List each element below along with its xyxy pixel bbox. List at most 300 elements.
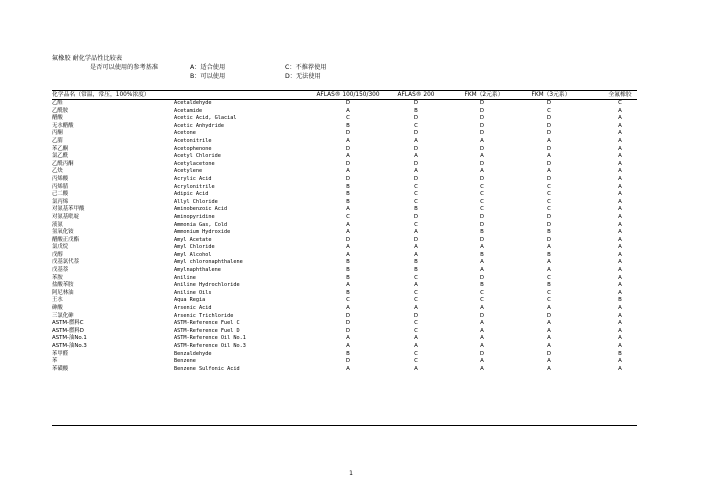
fkm-2-cell: A [480,327,484,334]
header-perfluoro: 全氟橡胶 [608,92,632,98]
fkm-2-cell: D [479,236,485,243]
chinese-name-cell: 无水醋酸 [52,122,74,129]
fkm-3-cell: D [546,221,552,228]
table-row [52,130,637,138]
legend-b: B：可以使用 [190,73,226,80]
english-name-cell: Acrylonitrile [174,183,215,190]
chinese-name-cell: 苯乙酮 [52,145,69,152]
aflas-200-cell: B [414,267,418,274]
english-name-cell: Amyl Chloride [174,244,215,251]
perfluoro-cell: A [618,267,622,274]
perfluoro-cell: A [618,206,622,213]
chinese-name-cell: 乙炔 [52,168,63,175]
aflas-100-cell: A [346,153,350,160]
chinese-name-cell: 乙酰胺 [52,107,69,114]
fkm-2-cell: C [480,297,484,304]
fkm-3-cell: B [547,229,551,236]
perfluoro-cell: A [618,312,622,319]
perfluoro-cell: A [618,305,622,312]
fkm-2-cell: A [480,244,484,251]
table-row [52,252,637,260]
fkm-3-cell: D [546,130,552,137]
perfluoro-cell: B [618,350,622,357]
perfluoro-cell: A [618,236,622,243]
aflas-100-cell: B [346,183,350,190]
fkm-2-cell: C [480,289,484,296]
table-header-row [52,91,637,100]
fkm-3-cell: C [547,289,551,296]
fkm-3-cell: C [547,274,551,281]
fkm-3-cell: A [547,343,551,349]
perfluoro-cell: A [618,191,622,198]
aflas-100-cell: A [346,305,350,312]
perfluoro-cell: A [618,358,622,365]
chinese-name-cell: 乙腈 [52,137,63,144]
fkm-3-cell: D [546,213,552,220]
english-name-cell: Acrylic Acid [174,175,212,182]
aflas-100-cell: A [346,229,350,236]
english-name-cell: Acetonitrile [174,137,212,144]
english-name-cell: ASTM-Reference Oil No.1 [174,335,246,342]
aflas-100-cell: D [345,100,351,106]
fkm-2-cell: A [480,335,484,342]
fkm-3-cell: D [546,145,552,152]
table-row [52,351,637,359]
english-name-cell: Acetamide [174,107,203,114]
table-row [52,138,637,146]
fkm-3-cell: C [547,183,551,190]
fkm-3-cell: A [547,320,551,327]
fkm-2-cell: A [480,137,484,144]
table-row [52,191,637,199]
legend-c: C：不推荐使用 [285,64,327,71]
fkm-3-cell: C [547,297,551,304]
perfluoro-cell: A [618,175,622,182]
aflas-100-cell: A [346,365,350,372]
table-row [52,275,637,283]
perfluoro-cell: A [618,122,622,129]
table-row [52,115,637,123]
english-name-cell: Aniline Oils [174,289,212,296]
fkm-2-cell: D [479,312,485,319]
perfluoro-cell: A [618,107,622,114]
english-name-cell: Arsenic Trichloride [174,312,234,319]
fkm-2-cell: C [480,206,484,213]
aflas-100-cell: A [346,107,350,114]
english-name-cell: Acetylacetone [174,160,215,167]
chinese-name-cell: 醋酸 [52,115,63,122]
aflas-200-cell: A [414,282,418,289]
chinese-name-cell: 乙醛 [52,100,63,106]
aflas-200-cell: D [413,130,419,137]
fkm-3-cell: A [547,244,551,251]
aflas-100-cell: C [346,213,350,220]
legend-a: A：适合使用 [190,64,226,71]
chinese-name-cell: 砷酸 [52,305,63,312]
aflas-200-cell: A [414,153,418,160]
chinese-name-cell: 对氨基苯甲酸 [52,206,85,213]
aflas-100-cell: B [346,267,350,274]
fkm-3-cell: B [547,251,551,258]
aflas-200-cell: D [413,175,419,182]
chinese-name-cell: 王水 [52,297,63,304]
table-row [52,313,637,321]
aflas-200-cell: B [414,259,418,266]
fkm-2-cell: A [480,343,484,349]
aflas-100-cell: C [346,115,350,122]
chinese-name-cell: 氢氧化铵 [52,229,74,236]
english-name-cell: Benzene Sulfonic Acid [174,365,240,372]
fkm-2-cell: D [479,274,485,281]
fkm-2-cell: D [479,350,485,357]
table-row [52,282,637,290]
aflas-200-cell: C [414,198,418,205]
english-name-cell: Aminopyridine [174,213,215,220]
aflas-100-cell: D [345,145,351,152]
table-row [52,214,637,222]
aflas-100-cell: B [346,274,350,281]
english-name-cell: ASTM-Reference Oil No.3 [174,343,246,349]
aflas-100-cell: D [345,236,351,243]
fkm-3-cell: D [546,122,552,129]
page-number: 1 [349,470,353,477]
english-name-cell: Amylnaphthalene [174,267,221,274]
chinese-name-cell: 丙烯酸 [52,175,69,182]
perfluoro-cell: A [618,183,622,190]
aflas-200-cell: C [414,320,418,327]
fkm-2-cell: A [480,267,484,274]
table-row [52,290,637,298]
table-row [52,108,637,116]
aflas-100-cell: D [345,175,351,182]
perfluoro-cell: A [618,259,622,266]
table-bottom-rule [52,425,637,426]
english-name-cell: Aniline Hydrochloride [174,282,240,289]
perfluoro-cell: A [618,198,622,205]
english-name-cell: Acetic Anhydride [174,122,224,129]
table-row [52,176,637,184]
reference-subtitle: 是否可以使用的参考基准 [90,64,159,71]
aflas-200-cell: D [413,115,419,122]
english-name-cell: Benzene [174,358,196,365]
fkm-3-cell: A [547,168,551,175]
chinese-name-cell: ASTM-燃料D [52,327,84,334]
english-name-cell: ASTM-Reference Fuel D [174,327,240,334]
table-row [52,206,637,214]
fkm-3-cell: A [547,358,551,365]
fkm-3-cell: D [546,236,552,243]
fkm-3-cell: D [546,175,552,182]
aflas-200-cell: A [414,168,418,175]
english-name-cell: Acetophenone [174,145,212,152]
aflas-100-cell: B [346,198,350,205]
table-row [52,305,637,313]
chinese-name-cell: 戊基萘 [52,267,69,274]
perfluoro-cell: A [618,213,622,220]
fkm-2-cell: C [480,183,484,190]
aflas-100-cell: D [345,327,351,334]
fkm-2-cell: A [480,320,484,327]
fkm-2-cell: B [480,282,484,289]
aflas-100-cell: D [345,160,351,167]
fkm-3-cell: C [547,191,551,198]
fkm-2-cell: D [479,175,485,182]
fkm-3-cell: D [546,350,552,357]
perfluoro-cell: B [618,297,622,304]
fkm-2-cell: D [479,115,485,122]
aflas-200-cell: C [414,350,418,357]
fkm-3-cell: A [547,267,551,274]
aflas-200-cell: C [414,122,418,129]
perfluoro-cell: A [618,282,622,289]
table-body [52,100,637,373]
table-row [52,259,637,267]
table-row [52,229,637,237]
aflas-200-cell: D [413,236,419,243]
aflas-200-cell: C [414,191,418,198]
fkm-2-cell: A [480,305,484,312]
fkm-2-cell: B [480,251,484,258]
chinese-name-cell: 苯甲醛 [52,350,69,357]
table-row [52,146,637,154]
fkm-2-cell: A [480,168,484,175]
perfluoro-cell: A [618,244,622,251]
perfluoro-cell: A [618,145,622,152]
fkm-3-cell: D [546,312,552,319]
english-name-cell: Benzaldehyde [174,350,212,357]
chinese-name-cell: 对氨基吡啶 [52,213,79,220]
aflas-200-cell: D [413,213,419,220]
fkm-3-cell: D [546,160,552,167]
fkm-2-cell: D [479,100,485,106]
fkm-2-cell: A [480,259,484,266]
english-name-cell: Amyl Acetate [174,236,212,243]
perfluoro-cell: A [618,221,622,228]
table-row [52,153,637,161]
english-name-cell: ASTM-Reference Fuel C [174,320,240,327]
aflas-100-cell: D [345,358,351,365]
aflas-200-cell: A [414,244,418,251]
fkm-3-cell: D [546,100,552,106]
perfluoro-cell: A [618,289,622,296]
chinese-name-cell: 三氯化砷 [52,312,74,319]
english-name-cell: Acetaldehyde [174,100,212,106]
chinese-name-cell: ASTM-燃料C [52,320,84,327]
fkm-3-cell: A [547,327,551,334]
table-row [52,123,637,131]
english-name-cell: Adipic Acid [174,191,209,198]
aflas-100-cell: D [345,320,351,327]
aflas-200-cell: A [414,365,418,372]
chinese-name-cell: 氯丙烯 [52,198,69,205]
aflas-200-cell: B [414,107,418,114]
fkm-3-cell: A [547,153,551,160]
table-row [52,199,637,207]
perfluoro-cell: A [618,274,622,281]
chinese-name-cell: 己二酸 [52,191,69,198]
aflas-100-cell: B [346,122,350,129]
aflas-200-cell: C [414,289,418,296]
table-row [52,222,637,230]
fkm-2-cell: A [480,365,484,372]
aflas-100-cell: A [346,137,350,144]
perfluoro-cell: C [618,100,622,106]
perfluoro-cell: A [618,365,622,372]
fkm-3-cell: D [546,115,552,122]
header-chemical-name: 化学品名（常温，常压，100%浓度） [52,92,150,98]
aflas-100-cell: B [346,350,350,357]
perfluoro-cell: A [618,320,622,327]
table-row [52,244,637,252]
chemical-resistance-table [52,91,637,373]
english-name-cell: Ammonium Hydroxide [174,229,231,236]
fkm-2-cell: D [479,122,485,129]
chinese-name-cell: 丙酮 [52,130,63,137]
fkm-3-cell: C [547,107,551,114]
english-name-cell: Amyl chloronaphthalene [174,259,243,266]
aflas-200-cell: A [414,229,418,236]
chinese-name-cell: 丙烯腈 [52,183,69,190]
table-row [52,328,637,336]
english-name-cell: Aminobenzoic Acid [174,206,228,213]
fkm-2-cell: D [479,145,485,152]
aflas-100-cell: B [346,259,350,266]
chinese-name-cell: 盐酸苯胺 [52,282,74,289]
chinese-name-cell: 苯胺 [52,274,63,281]
table-row [52,320,637,328]
perfluoro-cell: A [618,343,622,349]
table-row [52,267,637,275]
english-name-cell: Acetone [174,130,196,137]
fkm-2-cell: C [480,191,484,198]
aflas-100-cell: A [346,251,350,258]
perfluoro-cell: A [618,168,622,175]
fkm-2-cell: D [479,213,485,220]
perfluoro-cell: A [618,229,622,236]
table-row [52,184,637,192]
aflas-200-cell: A [414,305,418,312]
table-row [52,343,637,351]
fkm-2-cell: A [480,358,484,365]
perfluoro-cell: A [618,327,622,334]
chinese-name-cell: 液氨 [52,221,63,228]
chinese-name-cell: 醋酸正戊酯 [52,236,79,243]
aflas-100-cell: D [345,130,351,137]
chinese-name-cell: 阿尼林油 [52,289,74,296]
fkm-3-cell: A [547,259,551,266]
aflas-100-cell: A [346,244,350,251]
document-title: 氟橡胶 耐化学品性比较表 [52,55,123,62]
table-row [52,168,637,176]
perfluoro-cell: A [618,153,622,160]
aflas-100-cell: C [346,297,350,304]
chinese-name-cell: 苯 [52,358,58,365]
fkm-3-cell: A [547,365,551,372]
english-name-cell: Aqua Regia [174,297,206,304]
chinese-name-cell: ASTM-油No.1 [52,335,87,342]
aflas-200-cell: C [414,297,418,304]
aflas-200-cell: A [414,343,418,349]
header-aflas-200: AFLAS® 200 [397,92,435,98]
aflas-200-cell: D [413,160,419,167]
chinese-name-cell: 戊醇 [52,251,63,258]
fkm-3-cell: B [547,282,551,289]
fkm-2-cell: C [480,198,484,205]
chinese-name-cell: 乙酰丙酮 [52,160,74,167]
aflas-200-cell: A [414,137,418,144]
header-fkm-3: FKM（3元系） [531,92,571,98]
chinese-name-cell: 氯乙酰 [52,153,69,160]
aflas-100-cell: B [346,289,350,296]
perfluoro-cell: A [618,251,622,258]
fkm-2-cell: D [479,221,485,228]
perfluoro-cell: A [618,130,622,137]
aflas-100-cell: B [346,191,350,198]
aflas-200-cell: D [413,312,419,319]
chinese-name-cell: 戊基氯代萘 [52,259,79,266]
perfluoro-cell: A [618,115,622,122]
english-name-cell: Acetyl Chloride [174,153,221,160]
table-row [52,100,637,108]
aflas-100-cell: D [345,312,351,319]
fkm-2-cell: B [480,229,484,236]
table-row [52,335,637,343]
fkm-3-cell: C [547,206,551,213]
fkm-2-cell: D [479,130,485,137]
aflas-200-cell: A [414,335,418,342]
aflas-200-cell: C [414,183,418,190]
english-name-cell: Ammonia Gas, Cold [174,221,228,228]
aflas-100-cell: A [346,343,350,349]
aflas-200-cell: C [414,327,418,334]
aflas-200-cell: D [413,145,419,152]
table-row [52,358,637,366]
perfluoro-cell: A [618,137,622,144]
header-fkm-2: FKM（2元系） [464,92,504,98]
aflas-100-cell: A [346,221,350,228]
aflas-200-cell: C [414,221,418,228]
fkm-2-cell: D [479,160,485,167]
aflas-100-cell: A [346,206,350,213]
aflas-100-cell: A [346,168,350,175]
chinese-name-cell: 氯戊烷 [52,244,69,251]
english-name-cell: Allyl Chloride [174,198,218,205]
aflas-100-cell: A [346,335,350,342]
table-row [52,297,637,305]
aflas-100-cell: A [346,282,350,289]
fkm-3-cell: A [547,305,551,312]
fkm-3-cell: A [547,335,551,342]
english-name-cell: Arsenic Acid [174,305,212,312]
aflas-200-cell: C [414,358,418,365]
fkm-3-cell: C [547,198,551,205]
perfluoro-cell: A [618,335,622,342]
table-row [52,161,637,169]
english-name-cell: Amyl Alcohol [174,251,212,258]
table-row [52,366,637,374]
perfluoro-cell: A [618,160,622,167]
header-aflas-100: AFLAS® 100/150/300 [316,92,380,98]
chinese-name-cell: 苯磺酸 [52,365,69,372]
aflas-200-cell: B [414,206,418,213]
aflas-200-cell: A [414,251,418,258]
fkm-3-cell: A [547,137,551,144]
aflas-200-cell: C [414,274,418,281]
fkm-2-cell: D [479,107,485,114]
aflas-200-cell: D [413,100,419,106]
fkm-2-cell: A [480,153,484,160]
table-row [52,237,637,245]
